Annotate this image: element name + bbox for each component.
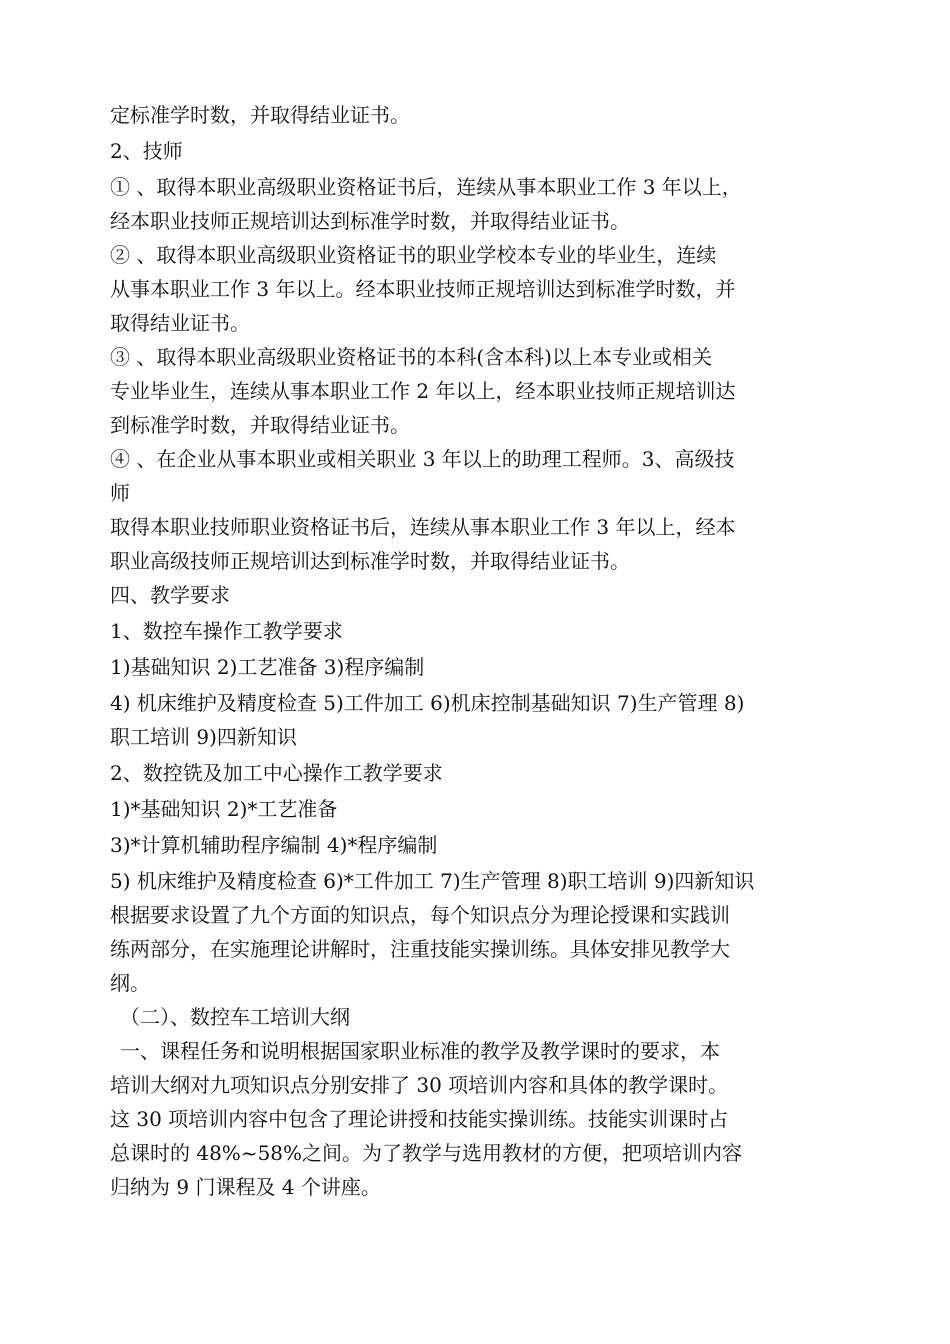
list-item: 1)*基础知识 2)*工艺准备 [110,797,338,821]
list-item: 3)*计算机辅助程序编制 4)*程序编制 [110,833,438,857]
text-line: ③ 、取得本职业高级职业资格证书的本科(含本科)以上本专业或相关 [110,345,712,369]
text-line: ① 、取得本职业高级职业资格证书后，连续从事本职业工作 3 年以上， [110,175,742,199]
text-line: 根据要求设置了九个方面的知识点，每个知识点分为理论授课和实践训 [110,903,730,927]
subsection-heading: 2、数控铣及加工中心操作工教学要求 [110,761,443,785]
text-line: ④ 、在企业从事本职业或相关职业 3 年以上的助理工程师。3、高级技 [110,447,735,471]
document-body [110,98,840,1204]
text-line: 职业高级技师正规培训达到标准学时数，并取得结业证书。 [110,549,630,573]
text-line: 总课时的 48%~58%之间。为了教学与选用教材的方便，把项培训内容 [110,1141,743,1165]
text-line: 取得结业证书。 [110,311,250,335]
section-heading-teaching-requirements: 四、教学要求 [110,583,230,607]
list-item: 4) 机床维护及精度检查 5)工件加工 6)机床控制基础知识 7)生产管理 8) [110,691,745,715]
list-item: 5) 机床维护及精度检查 6)*工件加工 7)生产管理 8)职工培训 9)四新知识 [110,869,755,893]
subsection-heading: 1、数控车操作工教学要求 [110,619,343,643]
text-line: 一、课程任务和说明根据国家职业标准的教学及教学课时的要求，本 [120,1039,720,1063]
text-line: 取得本职业技师职业资格证书后，连续从事本职业工作 3 年以上，经本 [110,515,736,539]
text-line: 专业毕业生，连续从事本职业工作 2 年以上，经本职业技师正规培训达 [110,379,736,403]
text-line: 这 30 项培训内容中包含了理论讲授和技能实操训练。技能实训课时占 [110,1107,729,1131]
text-line: 纲。 [110,971,150,995]
section-heading-syllabus: （二）、数控车工培训大纲 [120,1005,350,1029]
list-item: 职工培训 9)四新知识 [110,725,297,749]
text-line: 归纳为 9 门课程及 4 个讲座。 [110,1175,381,1199]
list-item: 1)基础知识 2)工艺准备 3)程序编制 [110,655,425,679]
text-line: 到标准学时数，并取得结业证书。 [110,413,410,437]
text-line: 定标准学时数，并取得结业证书。 [110,103,410,127]
section-heading-technician: 2、技师 [110,139,183,163]
text-line: 从事本职业工作 3 年以上。经本职业技师正规培训达到标准学时数，并 [110,277,736,301]
text-line: 经本职业技师正规培训达到标准学时数，并取得结业证书。 [110,209,630,233]
text-line: 培训大纲对九项知识点分别安排了 30 项培训内容和具体的教学课时。 [110,1073,729,1097]
text-line: 练两部分，在实施理论讲解时，注重技能实操训练。具体安排见教学大 [110,937,730,961]
text-line: 师 [110,481,130,505]
text-line: ② 、取得本职业高级职业资格证书的职业学校本专业的毕业生，连续 [110,243,717,267]
